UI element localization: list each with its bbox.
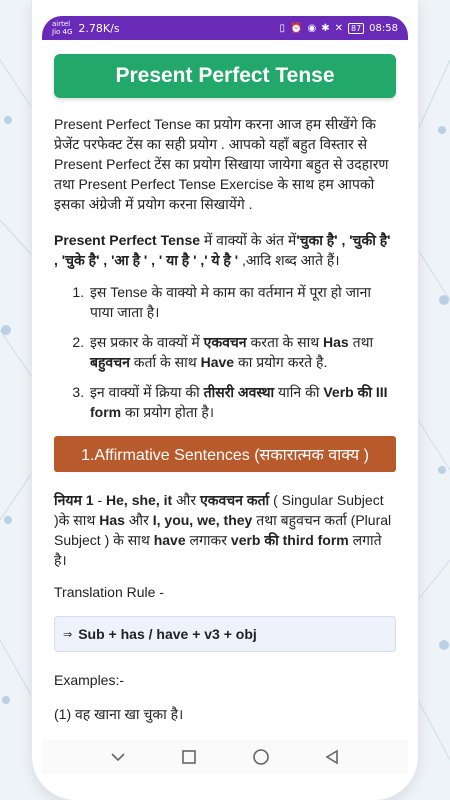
vibrate-icon: ▯: [279, 22, 286, 34]
point-bold: Have: [200, 354, 235, 370]
point-text: इन वाक्यों में क्रिया की: [90, 384, 204, 400]
mute-icon: ✕: [334, 22, 343, 34]
nav-home-button[interactable]: [249, 745, 273, 769]
nav-collapse-button[interactable]: [106, 745, 130, 769]
page-title-banner: Present Perfect Tense: [54, 54, 396, 98]
point-text: यानि की: [274, 384, 324, 400]
rule-text: लगाते है।: [54, 532, 382, 568]
usage-lead-text: में वाक्यों के अंत में: [200, 232, 297, 248]
rule-bold: verb की third form: [230, 532, 349, 548]
arrow-icon: ⇒: [63, 628, 73, 641]
formula-box: [54, 616, 396, 652]
rule-label: नियम 1: [54, 492, 94, 508]
android-nav-bar: [42, 740, 408, 774]
examples-label: Examples:-: [54, 672, 125, 688]
usage-endings: 'चुका है' , 'चुकी है' , 'चुके है' , 'आ है ' , ' या है ' ,' ये है ': [54, 232, 391, 268]
example-1: (1) वह खाना खा चुका है।: [54, 706, 184, 722]
status-icons: [280, 23, 399, 34]
list-item: [88, 332, 396, 372]
intro-paragraph: Present Perfect Tense का प्रयोग करना आज हम सीखेंगे कि प्रेजेंट परफेक्ट टेंस का सही प्रयोग . आपको यहाँ बहुत विस्तार से Present Perfect टेंस का प्रयोग सिखाया जायेगा बहुत से उदहारण तथा Present Perfect Tense Exercise के साथ हम आपको इसका अंग्रेजी में प्रयोग करना सिखायेंगे .: [54, 116, 389, 212]
point-bold: तीसरी अवस्था: [203, 384, 275, 400]
status-bar: [42, 16, 408, 40]
phone-frame: [32, 0, 418, 800]
article-content[interactable]: [42, 40, 408, 740]
carrier-bottom: Jio 4G: [52, 28, 73, 36]
rule-bold: I, you, we, they: [152, 512, 253, 528]
point-text: करता के साथ: [246, 334, 324, 350]
point-bold: Verb की III form: [90, 384, 388, 420]
point-text: इस प्रकार के वाक्यों में: [90, 334, 204, 350]
point-bold: एकवचन: [203, 334, 247, 350]
list-item: [88, 382, 396, 422]
alarm-icon: ⏰: [290, 22, 303, 34]
rule-bold: He, she, it: [106, 492, 173, 508]
rule-text: लगाकर: [185, 532, 231, 548]
point-text: तथा: [348, 334, 374, 350]
bluetooth-icon: ✱: [321, 22, 330, 34]
point-text: का प्रयोग होता है।: [121, 404, 215, 420]
rule-text: तथा बहुवचन कर्ता (Plural Subject ) के साथ: [54, 512, 392, 548]
rule-text: और: [172, 492, 200, 508]
point-text: कर्ता के साथ: [129, 354, 201, 370]
rule-text: ( Singular Subject )के साथ: [54, 492, 384, 528]
chevron-down-icon: [110, 752, 126, 762]
rule-bold: have: [153, 532, 186, 548]
section-heading-affirmative: 1.Affirmative Sentences (सकारात्मक वाक्य ): [54, 436, 396, 472]
nav-back-button[interactable]: [320, 745, 344, 769]
eye-icon: ◉: [307, 22, 317, 34]
point-text: का प्रयोग करते है.: [234, 354, 328, 370]
carrier-info: [52, 20, 72, 36]
translation-rule-label: Translation Rule -: [54, 584, 164, 600]
point-bold: Has: [323, 334, 349, 350]
status-time: 08:58: [369, 22, 398, 34]
carrier-top: airtel: [52, 20, 71, 28]
rule-bold: एकवचन कर्ता: [200, 492, 270, 508]
circle-icon: [252, 748, 270, 766]
list-item: [88, 282, 396, 322]
network-speed: 2.78K/s: [78, 21, 120, 35]
battery-level: 87: [348, 23, 364, 34]
usage-paragraph: [54, 230, 396, 270]
rule-text: -: [93, 492, 107, 508]
point-1-text: इस Tense के वाक्यो मे काम का वर्तमान में पूरा हो जाना पाया जाता है।: [90, 284, 372, 320]
rule-1-paragraph: [54, 490, 396, 570]
usage-lead: Present Perfect Tense: [54, 232, 201, 248]
square-icon: [181, 749, 197, 765]
formula-text: Sub + has / have + v3 + obj: [78, 626, 257, 642]
rule-bold: Has: [99, 512, 125, 528]
nav-recents-button[interactable]: [177, 745, 201, 769]
usage-tail: ,आदि शब्द आते हैं।: [238, 252, 340, 268]
point-bold: बहुवचन: [90, 354, 130, 370]
rule-text: और: [124, 512, 153, 528]
triangle-back-icon: [324, 749, 340, 765]
usage-points-list: [88, 282, 396, 422]
